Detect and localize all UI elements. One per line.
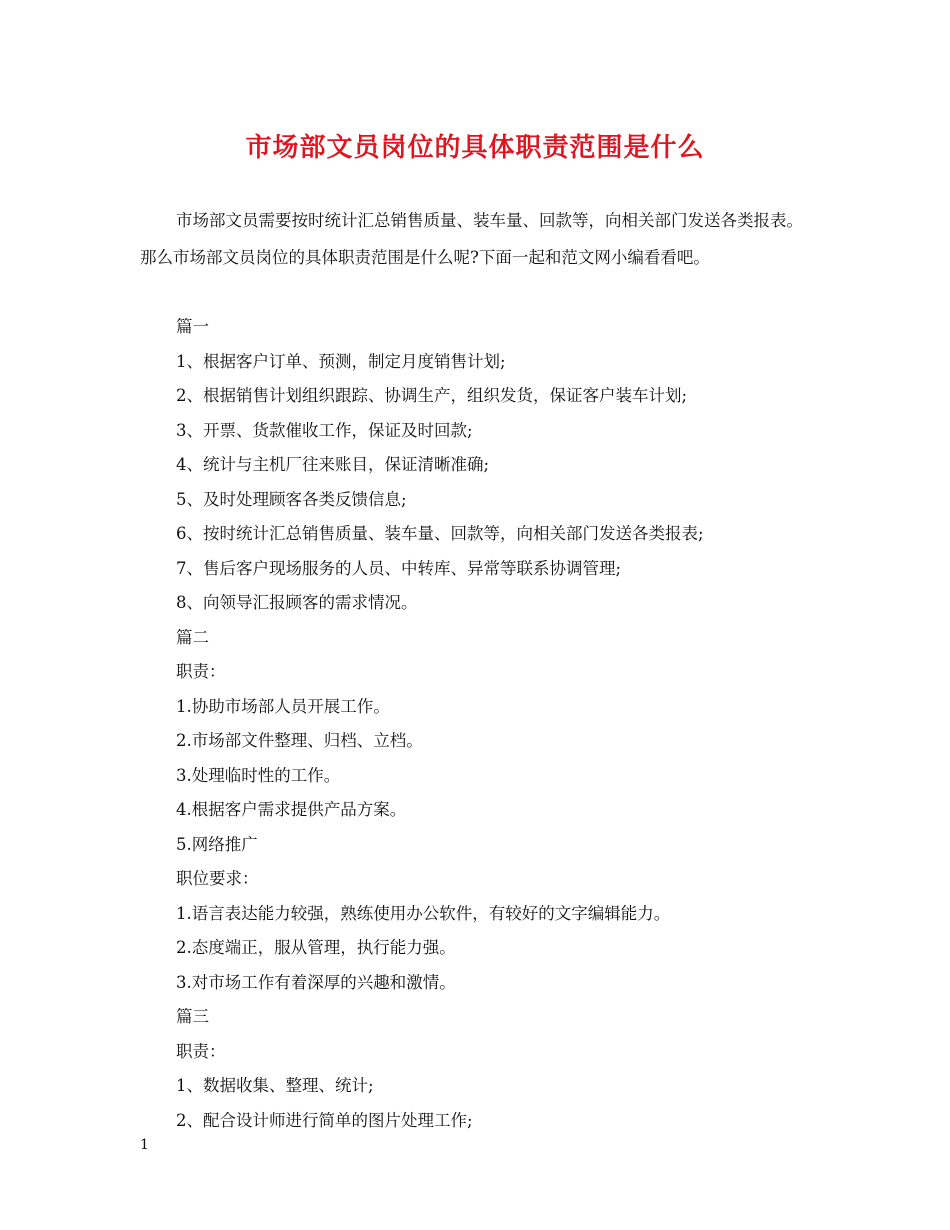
content-line: 5、及时处理顾客各类反馈信息; xyxy=(176,489,407,509)
content-line: 1、根据客户订单、预测，制定月度销售计划; xyxy=(176,351,506,371)
content-line: 6、按时统计汇总销售质量、装车量、回款等，向相关部门发送各类报表; xyxy=(176,524,704,543)
content-line: 职责： xyxy=(176,662,226,681)
content-line: 7、售后客户现场服务的人员、中转库、异常等联系协调管理; xyxy=(176,558,622,578)
content-line: 职责： xyxy=(176,1041,226,1061)
document-title: 市场部文员岗位的具体职责范围是什么 xyxy=(245,133,705,163)
content-line: 3.对市场工作有着深厚的兴趣和激情。 xyxy=(176,972,456,992)
content-line: 3、开票、货款催收工作，保证及时回款; xyxy=(176,420,473,440)
intro-paragraph: 市场部文员需要按时统计汇总销售质量、装车量、回款等，向相关部门发送各类报表。那么市场部文员岗位的具体职责范围是什么呢?下面一起和范文网小编看看吧。 xyxy=(140,211,803,267)
content-line: 8、向领导汇报顾客的需求情况。 xyxy=(176,593,418,612)
content-line: 篇二 xyxy=(176,627,209,647)
content-line: 5.网络推广 xyxy=(176,834,258,854)
page-number: 1 xyxy=(140,1137,149,1153)
content-line: 职位要求： xyxy=(176,869,259,888)
content-line: 篇三 xyxy=(176,1007,209,1026)
content-line: 4、统计与主机厂往来账目，保证清晰准确; xyxy=(176,455,490,474)
content-line: 2.市场部文件整理、归档、立档。 xyxy=(176,731,423,750)
content-line: 3.处理临时性的工作。 xyxy=(176,765,341,785)
content-line: 1.协助市场部人员开展工作。 xyxy=(176,696,390,716)
content-lines xyxy=(176,310,816,1138)
content-line: 2、根据销售计划组织跟踪、协调生产，组织发货，保证客户装车计划; xyxy=(176,386,688,405)
content-line: 2、配合设计师进行简单的图片处理工作; xyxy=(176,1110,473,1130)
content-line: 1、数据收集、整理、统计; xyxy=(176,1076,374,1095)
content-line: 4.根据客户需求提供产品方案。 xyxy=(176,800,407,819)
content-line: 1.语言表达能力较强，熟练使用办公软件，有较好的文字编辑能力。 xyxy=(176,903,671,923)
content-line: 2.态度端正，服从管理，执行能力强。 xyxy=(176,938,456,957)
content-line: 篇一 xyxy=(176,317,209,336)
